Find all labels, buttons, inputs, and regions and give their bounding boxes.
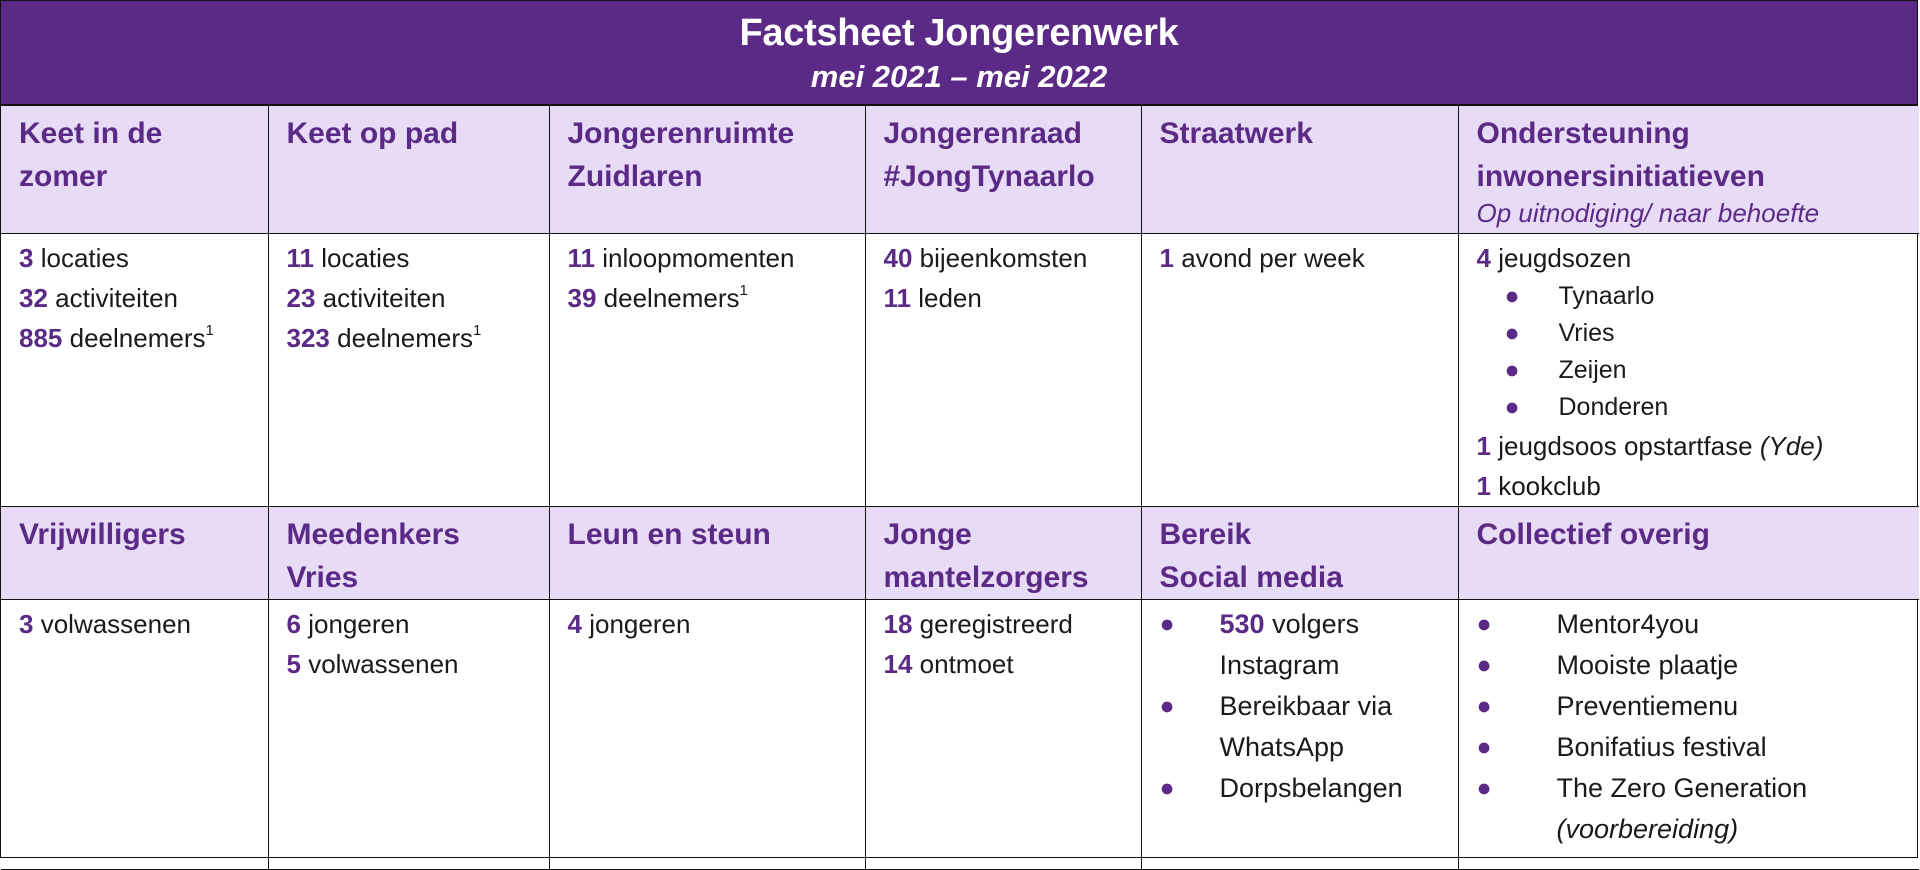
list-item: ● Preventiemenu (1477, 686, 1920, 727)
stat-line: 1 kookclub (1476, 470, 1601, 501)
stat-line: 32 activiteiten (19, 282, 178, 313)
stat-line: 11 locaties (286, 242, 410, 273)
header-vrijwilligers: Vrijwilligers (1, 506, 268, 599)
collectief-list (1477, 604, 1920, 850)
footnote-marker: 1 (739, 281, 748, 299)
bullet-icon: ● (1504, 318, 1520, 347)
stat-line: 3 locaties (19, 242, 129, 273)
bullet-icon: ● (1476, 650, 1492, 679)
list-item: ● Mentor4you (1477, 604, 1920, 645)
cell-keet-pad (268, 233, 549, 506)
cell-vrijwilligers (1, 599, 268, 869)
list-item: ● Zeijen (1477, 352, 1920, 389)
cell-ondersteuning (1458, 233, 1919, 506)
list-item: ● The Zero Generation (voorbereiding) (1477, 768, 1920, 850)
header-keet-zomer: Keet in de zomer (1, 106, 268, 233)
bullet-icon: ● (1476, 609, 1492, 638)
social-list (1160, 604, 1458, 809)
header-ondersteuning: Ondersteuning inwonersinitiatieven Op uitnodiging/ naar behoefte (1458, 106, 1919, 233)
cell-leun-steun (549, 599, 865, 869)
stat-line: 4 jeugdsozen (1476, 242, 1632, 273)
jeugdsozen-list (1477, 278, 1920, 426)
stat-line: 39 deelnemers$^1$ (567, 281, 748, 313)
stat-line: 11 leden (883, 282, 982, 313)
bullet-icon: ● (1504, 281, 1520, 310)
page-subtitle: mei 2021 – mei 2022 (810, 59, 1108, 94)
stat-line: 323 deelnemers$^1$ (286, 321, 482, 353)
header-keet-pad: Keet op pad (268, 106, 549, 233)
bullet-icon: ● (1476, 732, 1492, 761)
cell-straatwerk (1141, 233, 1458, 506)
body-row-2 (1, 599, 1919, 869)
cell-jongerenraad (865, 233, 1141, 506)
stat-line: 4 jongeren (567, 608, 691, 639)
header-row-2 (1, 506, 1919, 599)
stat-line: 885 deelnemers$^1$ (19, 321, 214, 353)
page-title: Factsheet Jongerenwerk (739, 12, 1179, 54)
factsheet-table (1, 106, 1919, 870)
cell-keet-zomer (1, 233, 268, 506)
header-collectief: Collectief overig (1458, 506, 1919, 599)
footnote-marker: 1 (205, 321, 214, 339)
header-mantelzorgers: Jonge mantelzorgers (865, 506, 1141, 599)
bullet-icon: ● (1476, 691, 1492, 720)
list-item: ● Vries (1477, 315, 1920, 352)
bullet-icon: ● (1159, 609, 1175, 638)
bullet-icon: ● (1476, 773, 1492, 802)
stat-line: 1 avond per week (1159, 242, 1365, 273)
footnote-marker: 1 (472, 321, 482, 339)
bullet-icon: ● (1504, 392, 1520, 421)
header-ondersteuning-note: Op uitnodiging/ naar behoefte (1476, 198, 1820, 228)
list-item: ● Bereikbaar via WhatsApp (1160, 686, 1458, 768)
stat-line: 11 inloopmomenten (567, 242, 795, 273)
list-item: ● Tynaarlo (1477, 278, 1920, 315)
stat-line: 40 bijeenkomsten (883, 242, 1088, 273)
header-row-1 (1, 106, 1919, 233)
stat-line: 1 jeugdsoos opstartfase (Yde) (1476, 430, 1824, 461)
stat-line: 3 volwassenen (19, 608, 192, 639)
stat-line: 14 ontmoet (883, 648, 1014, 679)
header-straatwerk: Straatwerk (1141, 106, 1458, 233)
stat-line: 18 geregistreerd (883, 608, 1073, 639)
cell-zuidlaren (549, 233, 865, 506)
list-item: ● Bonifatius festival (1477, 727, 1920, 768)
list-item: ● 530 volgers Instagram (1160, 604, 1458, 686)
header-jongerenraad: Jongerenraad #JongTynaarlo (865, 106, 1141, 233)
list-item: ● Dorpsbelangen (1160, 768, 1458, 809)
list-item: ● Donderen (1477, 389, 1920, 426)
cell-meedenkers (268, 599, 549, 869)
header-meedenkers: Meedenkers Vries (268, 506, 549, 599)
bullet-icon: ● (1159, 691, 1175, 720)
body-row-1 (1, 233, 1919, 506)
title-bar (1, 1, 1917, 106)
cell-social-media (1141, 599, 1458, 869)
bullet-icon: ● (1159, 773, 1175, 802)
stat-line: 23 activiteiten (286, 282, 446, 313)
cell-mantelzorgers (865, 599, 1141, 869)
list-item: ● Mooiste plaatje (1477, 645, 1920, 686)
stat-line: 6 jongeren (286, 608, 410, 639)
stat-line: 5 volwassenen (286, 648, 459, 679)
bullet-icon: ● (1504, 355, 1520, 384)
header-leun-steun: Leun en steun (549, 506, 865, 599)
cell-collectief (1458, 599, 1919, 869)
header-social-media: Bereik Social media (1141, 506, 1458, 599)
header-jongerenruimte: Jongerenruimte Zuidlaren (549, 106, 865, 233)
